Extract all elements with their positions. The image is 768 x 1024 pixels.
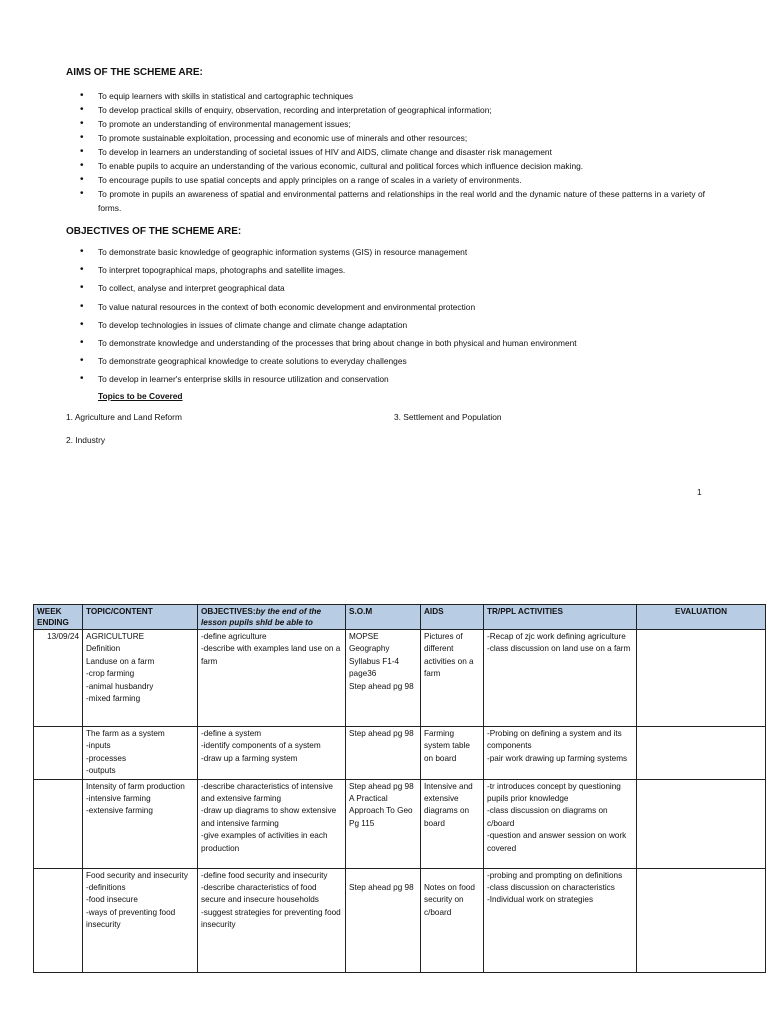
cell-line: -describe characteristics of food secure and insecure households [201, 883, 319, 905]
cell-line: The farm as a system [86, 729, 165, 738]
topic-3: 3. Settlement and Population [394, 412, 502, 422]
cell-evaluation [637, 868, 766, 972]
cell-objectives [198, 868, 346, 972]
cell-line: A Practical Approach To Geo Pg 115 [349, 794, 413, 828]
cell-line: -ways of preventing food insecurity [86, 907, 176, 930]
cell-line: -inputs [86, 741, 111, 751]
cell-line: -processes [86, 753, 127, 763]
header-aids: AIDS [421, 605, 484, 630]
cell-activities [484, 630, 637, 727]
header-objectives-note: by the end of the lesson pupils shld be able to [201, 607, 322, 627]
header-activities: TR/PPL ACTIVITIES [484, 605, 637, 630]
page-number: 1 [697, 487, 702, 497]
cell-line: Landuse on a farm [86, 656, 155, 666]
cell-som [346, 779, 421, 868]
cell-som [346, 727, 421, 780]
topic-1: 1. Agriculture and Land Reform [66, 412, 182, 422]
header-week-ending: WEEK ENDING [34, 605, 83, 630]
table-row [34, 630, 766, 727]
cell-line: Notes on food security on c/board [424, 883, 475, 917]
list-item: • To demonstrate geographical knowledge to create solutions to everyday challenges [80, 352, 705, 370]
cell-line: -question and answer session on work covered [487, 831, 627, 853]
cell-line: -class discussion on diagrams on c/board [487, 806, 608, 828]
cell-line: -intensive farming [86, 794, 151, 804]
aims-heading: AIMS OF THE SCHEME ARE: [66, 67, 203, 78]
cell-aids [421, 727, 484, 780]
list-item: • To demonstrate knowledge and understanding of the processes that bring about change in both physical and human environment [80, 334, 705, 352]
objectives-list [80, 243, 705, 389]
list-item: • To develop practical skills of enquiry, observation, recording and interpretation of geographical information; [80, 103, 705, 117]
cell-line: -Probing on defining a system and its components [487, 729, 622, 751]
cell-line: -class discussion on land use on a farm [487, 644, 631, 654]
header-objectives [198, 605, 346, 630]
cell-line: -draw up diagrams to show extensive and intensive farming [201, 806, 337, 828]
cell-line: -define food security and insecurity [201, 870, 328, 880]
cell-activities [484, 868, 637, 972]
objectives-heading: OBJECTIVES OF THE SCHEME ARE: [66, 226, 242, 237]
aims-list [80, 89, 705, 215]
cell-som [346, 630, 421, 727]
cell-line: Step ahead pg 98 [349, 729, 414, 738]
list-item: • To promote an understanding of environmental management issues; [80, 117, 705, 131]
list-item: • To enable pupils to acquire an understanding of the various economic, cultural and political forces which influence decision making. [80, 159, 705, 173]
cell-evaluation [637, 727, 766, 780]
list-item: • To develop in learner's enterprise skills in resource utilization and conservation [80, 370, 705, 388]
cell-topic [83, 868, 198, 972]
table-row [34, 779, 766, 868]
cell-objectives [198, 779, 346, 868]
cell-topic [83, 727, 198, 780]
table-body [34, 630, 766, 973]
cell-objectives [198, 727, 346, 780]
cell-som [346, 868, 421, 972]
cell-line: Food security and insecurity [86, 870, 188, 880]
cell-activities [484, 727, 637, 780]
cell-line: -outputs [86, 766, 116, 776]
cell-line: AGRICULTURE [86, 632, 145, 641]
cell-line: -suggest strategies for preventing food insecurity [201, 907, 341, 930]
cell-objectives [198, 630, 346, 727]
cell-line: -extensive farming [86, 806, 153, 816]
cell-week [34, 727, 83, 780]
cell-line: -definitions [86, 883, 126, 893]
cell-line: -identify components of a system [201, 741, 321, 751]
cell-line: -describe characteristics of intensive and extensive farming [201, 781, 333, 804]
topic-2: 2. Industry [66, 435, 106, 445]
cell-line: -Individual work on strategies [487, 895, 594, 905]
cell-line: Farming system table on board [424, 729, 470, 763]
list-item: • To promote in pupils an awareness of spatial and environmental patterns and relationships in the real world and the dynamic nature of these patterns in a variety of forms. [80, 187, 705, 215]
cell-aids [421, 779, 484, 868]
cell-line: -give examples of activities in each production [201, 831, 328, 853]
cell-line: -animal husbandry [86, 681, 154, 691]
list-item: • To demonstrate basic knowledge of geographic information systems (GIS) in resource management [80, 243, 705, 261]
cell-line: -pair work drawing up farming systems [487, 753, 628, 763]
cell-line: Pictures of different activities on a farm [424, 632, 474, 679]
cell-line: -draw up a farming system [201, 753, 298, 763]
cell-line: Intensity of farm production [86, 781, 185, 791]
cell-line: Step ahead pg 98 [349, 781, 414, 791]
cell-line: -crop farming [86, 669, 135, 679]
cell-line: -class discussion on characteristics [487, 883, 615, 893]
cell-line: MOPSE Geography Syllabus F1-4 page36 [349, 632, 400, 679]
cell-line: Step ahead pg 98 [349, 681, 414, 691]
scheme-of-work-table [33, 604, 766, 973]
cell-line: Intensive and extensive diagrams on board [424, 781, 473, 828]
list-item: • To develop technologies in issues of climate change and climate change adaptation [80, 316, 705, 334]
cell-line: Step ahead pg 98 [349, 883, 414, 893]
cell-evaluation [637, 630, 766, 727]
cell-line: -describe with examples land use on a farm [201, 644, 341, 666]
cell-evaluation [637, 779, 766, 868]
list-item: • To develop in learners an understanding of societal issues of HIV and AIDS, climate change and disaster risk management [80, 145, 705, 159]
cell-topic [83, 779, 198, 868]
cell-line: -define agriculture [201, 632, 267, 641]
list-item: • To encourage pupils to use spatial concepts and apply principles on a range of scales in a variety of environments. [80, 173, 705, 187]
cell-line: -define a system [201, 729, 262, 738]
cell-topic [83, 630, 198, 727]
list-item: • To promote sustainable exploitation, processing and economic use of minerals and other resources; [80, 131, 705, 145]
cell-line: Definition [86, 644, 121, 654]
cell-line: -tr introduces concept by questioning pupils prior knowledge [487, 781, 621, 804]
cell-line: -food insecure [86, 895, 138, 905]
list-item: • To collect, analyse and interpret geographical data [80, 279, 705, 297]
header-som: S.O.M [346, 605, 421, 630]
cell-line [424, 870, 480, 882]
table-header-row [34, 605, 766, 630]
list-item: • To interpret topographical maps, photographs and satellite images. [80, 261, 705, 279]
cell-line: -Recap of zjc work defining agriculture [487, 632, 626, 641]
cell-line: -probing and prompting on definitions [487, 870, 623, 880]
cell-aids [421, 868, 484, 972]
cell-week: 13/09/24 [34, 630, 83, 727]
list-item: • To value natural resources in the context of both economic development and environmental protection [80, 298, 705, 316]
topics-heading: Topics to be Covered [98, 391, 183, 401]
header-objectives-label: OBJECTIVES: [201, 607, 256, 616]
cell-week [34, 868, 83, 972]
header-evaluation: EVALUATION [637, 605, 766, 630]
cell-line [349, 870, 417, 882]
table-row [34, 868, 766, 972]
list-item: • To equip learners with skills in statistical and cartographic techniques [80, 89, 705, 103]
cell-aids [421, 630, 484, 727]
header-topic-content: TOPIC/CONTENT [83, 605, 198, 630]
cell-activities [484, 779, 637, 868]
table-row [34, 727, 766, 780]
cell-line: -mixed farming [86, 694, 141, 704]
cell-week [34, 779, 83, 868]
